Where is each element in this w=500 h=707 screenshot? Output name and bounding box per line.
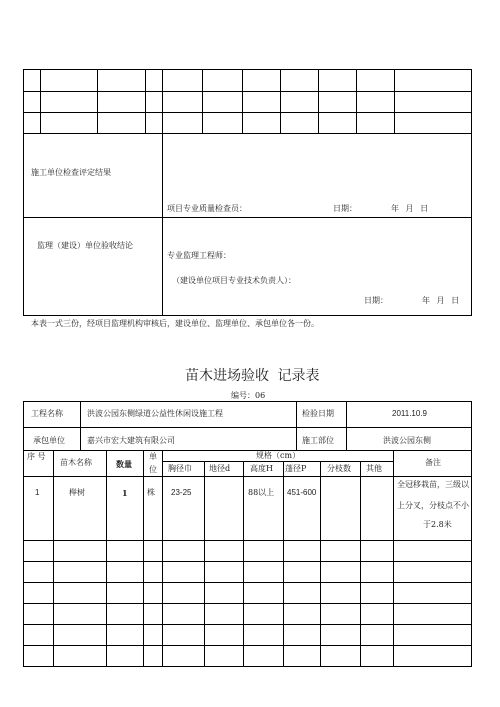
cell-seq: 1	[35, 488, 40, 497]
site-label: 施工部位	[302, 436, 334, 445]
table-rule	[145, 69, 146, 133]
table-rule	[23, 401, 24, 667]
table-rule	[23, 69, 472, 70]
table-rule	[360, 461, 361, 667]
date-ymd: 年 月 日	[422, 296, 460, 305]
table-rule	[143, 450, 144, 667]
cell-qty: 1	[122, 488, 128, 498]
inspect-date: 2011.10.9	[392, 409, 427, 418]
date-label: 日期：	[333, 204, 357, 213]
cell-remark: 于2.8米	[423, 520, 452, 529]
table-rule	[23, 666, 472, 667]
header-name: 苗木名称	[60, 458, 92, 467]
table-rule	[23, 69, 24, 316]
table-rule	[471, 401, 472, 667]
header-ground: 地径d	[209, 464, 231, 473]
header-branches: 分枝数	[327, 464, 351, 473]
table-rule	[162, 450, 163, 667]
cell-crown: 451-600	[287, 488, 317, 497]
date-label: 日期：	[364, 296, 388, 305]
table-rule	[23, 450, 472, 451]
table-rule	[23, 476, 472, 477]
table-rule	[23, 315, 472, 316]
cell-remark: 全冠移栽苗，三级以	[397, 480, 469, 489]
page-title: 苗木进场验收 记录表	[185, 368, 320, 384]
table-rule	[202, 69, 203, 133]
cell-remark: 上分叉，分枝点不小	[397, 501, 469, 510]
table-rule	[283, 461, 284, 667]
table-rule	[23, 645, 472, 646]
table-rule	[320, 461, 321, 667]
table-rule	[393, 450, 394, 667]
supervisor-label: 专业监理工程师：	[167, 251, 231, 260]
table-rule	[23, 217, 472, 218]
table-rule	[80, 401, 81, 451]
table-rule	[23, 427, 472, 428]
table-rule	[394, 69, 395, 133]
date-ymd: 年 月 日	[391, 204, 429, 213]
table-rule	[23, 603, 472, 604]
form-number: 编号：06	[231, 391, 266, 400]
table-rule	[106, 450, 107, 667]
table-rule	[23, 561, 472, 562]
header-qty: 数量	[116, 459, 132, 469]
project-name: 洪波公园东侧绿道公益性休闲设施工程	[87, 409, 223, 418]
table-rule	[162, 69, 163, 316]
table-rule	[280, 69, 281, 133]
inspect-date-label: 检验日期	[302, 409, 334, 418]
table-rule	[53, 450, 54, 667]
header-dia: 胸径巾	[168, 464, 192, 473]
table-rule	[23, 401, 472, 402]
table-rule	[296, 401, 297, 451]
header-remark: 备注	[425, 458, 441, 467]
header-seq: 序 号	[27, 452, 46, 461]
table-rule	[23, 540, 472, 541]
table-rule	[346, 401, 347, 451]
header-spec: 规格（cm）	[256, 451, 301, 460]
table-rule	[471, 69, 472, 316]
contractor: 嘉兴市宏大建筑有限公司	[87, 436, 175, 445]
cell-unit: 株	[147, 488, 155, 497]
table-rule	[23, 624, 472, 625]
footnote: 本表一式三份，经项目监理机构审核后，建设单位、监理单位、承包单位各一份。	[31, 319, 319, 328]
header-other: 其他	[366, 464, 382, 473]
builder-tech-label: （建设单位项目专业技术负责人）：	[172, 276, 296, 285]
table-rule	[23, 91, 472, 92]
header-crown: 蓬径P	[285, 464, 307, 473]
contractor-label: 承包单位	[33, 436, 65, 445]
table-rule	[40, 69, 41, 133]
header-unit: 单	[149, 452, 157, 461]
table-rule	[318, 69, 319, 133]
table-rule	[97, 69, 98, 133]
cell-height: 88以上	[248, 488, 275, 497]
header-height: 高度H	[250, 464, 273, 473]
supervision-conclusion-label: 监理（建设）单位验收结论	[37, 241, 133, 250]
table-rule	[243, 461, 244, 667]
cell-name: 榉树	[69, 488, 85, 497]
table-rule	[23, 582, 472, 583]
project-name-label: 工程名称	[31, 409, 63, 418]
inspector-label: 项目专业质量检查员：	[167, 204, 247, 213]
site: 洪波公园东侧	[383, 436, 431, 445]
inspection-result-label: 施工单位检查评定结果	[31, 168, 111, 177]
table-rule	[204, 461, 205, 667]
table-rule	[242, 69, 243, 133]
table-rule	[23, 133, 472, 134]
header-unit: 位	[149, 465, 157, 474]
cell-dia: 23-25	[171, 488, 192, 497]
table-rule	[356, 69, 357, 133]
table-rule	[23, 112, 472, 113]
